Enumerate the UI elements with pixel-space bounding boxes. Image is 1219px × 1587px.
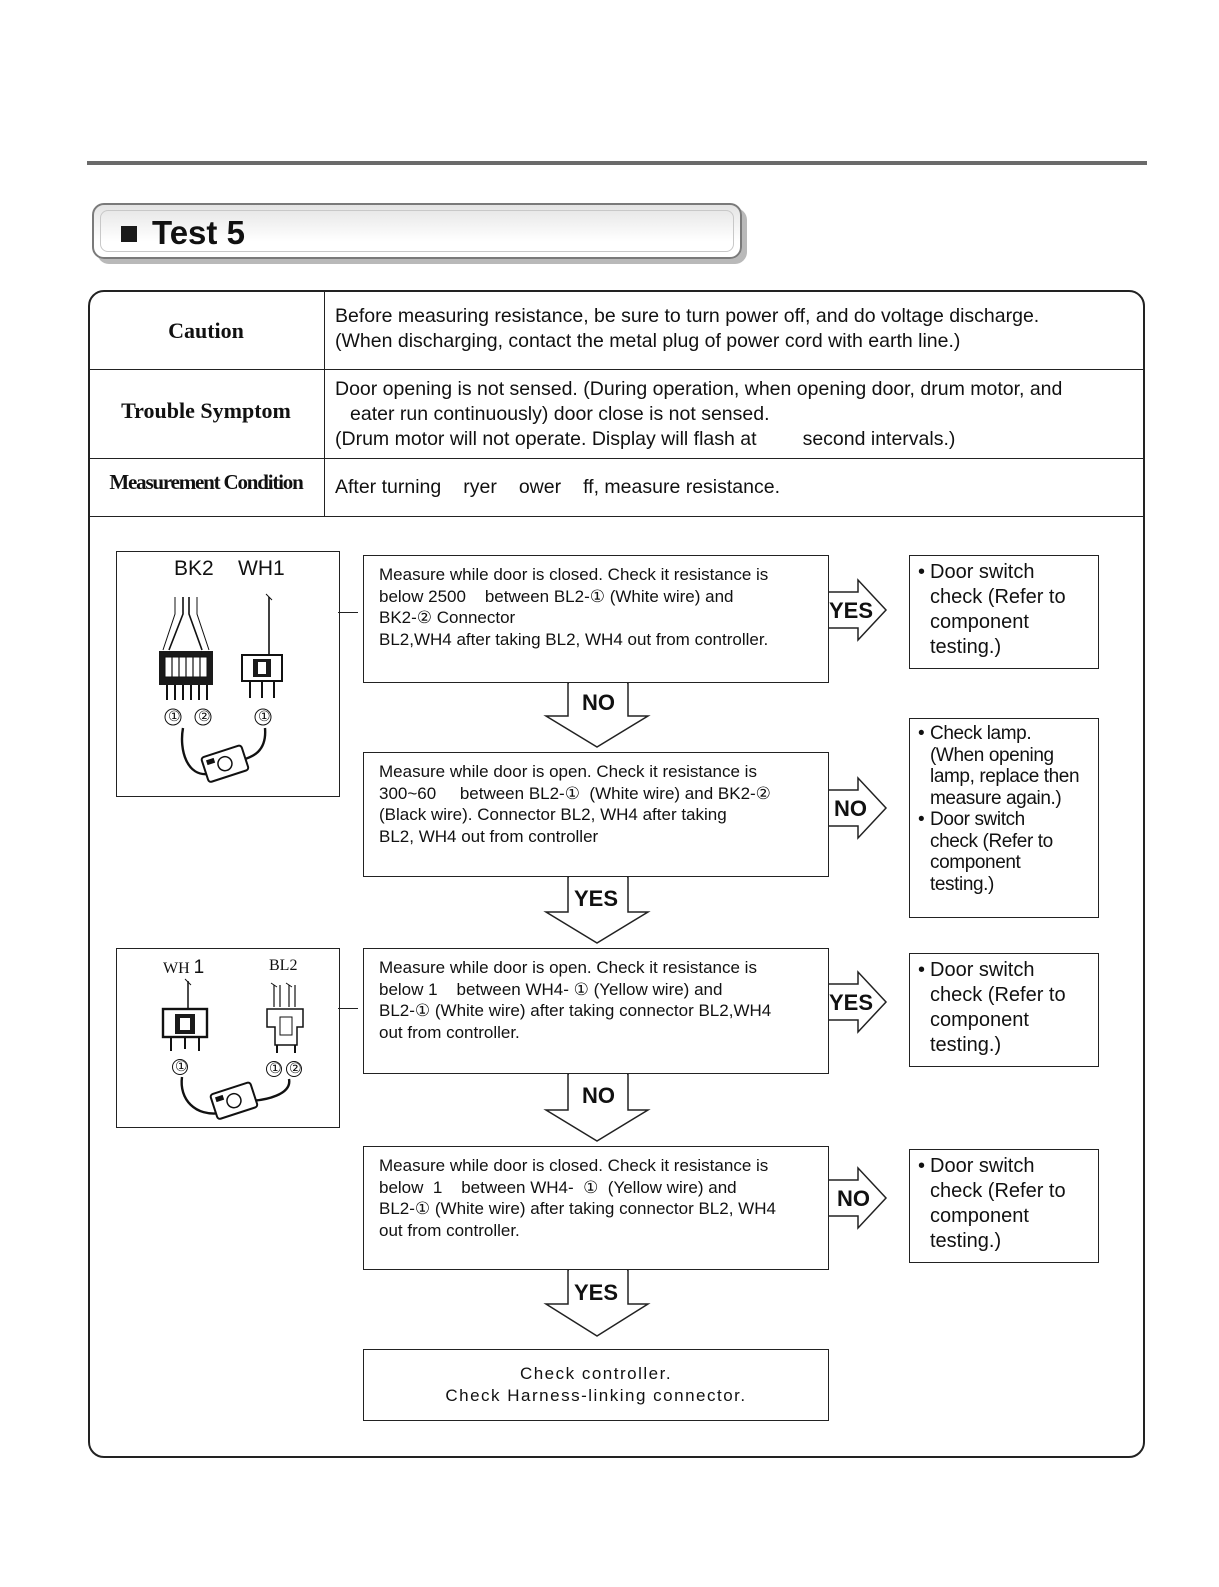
result-box-2 (909, 718, 1099, 918)
flow-step-4 (363, 1146, 829, 1270)
result-1-bullet: • Door switch check (Refer to component testing.) (918, 561, 1066, 658)
step-3-line: BL2-① (White wire) after taking connector BL2,WH4 (379, 1001, 772, 1020)
diagram-2-label-bl2: BL2 (269, 957, 298, 974)
result-2-bullet-1: • Check lamp. (When opening lamp, replace then measure again.) (918, 723, 1080, 809)
trouble-symptom-label: Trouble Symptom (121, 398, 291, 423)
trouble-line-3b: second intervals.) (802, 428, 956, 450)
diagram-2-label-wh: WH 1 (163, 957, 205, 978)
step-2-line: 300~60 between BL2-① (White wire) and BK2-② (379, 783, 771, 803)
bullet-icon: • (918, 959, 926, 981)
diagram-2-pin-2: ① (269, 1060, 282, 1076)
diagram-1-pin-3: ① (258, 708, 271, 724)
flow-step-1 (363, 555, 829, 683)
result-3-bullet: • Door switch check (Refer to component testing.) (918, 959, 1066, 1056)
step-3-line: Measure while door is open. Check it resistance is (379, 958, 757, 977)
step-1-line: below 2500 between BL2-① (White wire) and (379, 586, 734, 606)
diagram-1-pin-1: ① (168, 708, 181, 724)
result-box-1 (909, 555, 1099, 669)
measurement-part-4: ff, measure resistance. (583, 476, 781, 498)
step-3-yes-label: YES (829, 990, 874, 1015)
step-1-line: Measure while door is closed. Check it resistance is (379, 565, 769, 584)
measurement-part-3: ower (518, 476, 562, 498)
diagram-1-pin-2: ② (198, 708, 211, 724)
measurement-part-1: After turning (335, 476, 442, 498)
step-2-line: BL2, WH4 out from controller (379, 826, 599, 846)
step-4-yes-label: YES (574, 1280, 619, 1305)
trouble-line-3a: (Drum motor will not operate. Display will flash at (335, 428, 757, 450)
step-2-line: (Black wire). Connector BL2, WH4 after taking (379, 805, 727, 824)
caution-line-1: Before measuring resistance, be sure to turn power off, and do voltage discharge. (335, 305, 1040, 327)
caution-label: Caution (168, 318, 244, 343)
diagram-2-pin-1: ① (175, 1058, 188, 1074)
trouble-line-1: Door opening is not sensed. (During operation, when opening door, drum motor, and (335, 378, 1063, 400)
step-4-line: below 1 between WH4- ① (Yellow wire) and (379, 1177, 737, 1197)
bullet-icon: • (918, 1155, 926, 1177)
step-3-line: out from controller. (379, 1022, 520, 1042)
trouble-line-2: eater run continuously) door close is not sensed. (350, 403, 770, 425)
measurement-condition-label: Measurement Condition (109, 470, 303, 494)
step-2-line: Measure while door is open. Check it resistance is (379, 762, 757, 781)
step-2-yes-label: YES (574, 886, 619, 911)
result-box-4 (909, 1149, 1099, 1263)
step-1-line: BL2,WH4 after taking BL2, WH4 out from controller. (379, 629, 769, 649)
step-4-no-label: NO (837, 1186, 870, 1211)
final-step-box (363, 1349, 829, 1421)
result-box-3 (909, 953, 1099, 1067)
measurement-part-2: ryer (463, 476, 497, 498)
step-1-yes-label: YES (829, 598, 874, 623)
result-4-bullet: • Door switch check (Refer to component testing.) (918, 1155, 1066, 1252)
flow-step-2 (363, 752, 829, 877)
bullet-icon: • (918, 723, 925, 744)
step-1-no-label: NO (582, 690, 615, 715)
step-3-line: below 1 between WH4- ① (Yellow wire) and (379, 979, 723, 999)
page-title: Test 5 (152, 214, 245, 251)
diagram-1-label-bk2: BK2 (174, 557, 214, 580)
diagram-2-pin-3: ② (289, 1060, 302, 1076)
result-2-bullet-2: • Door switch check (Refer to component testing.) (918, 809, 1053, 895)
caution-line-2: (When discharging, contact the metal plug of power cord with earth line.) (335, 330, 961, 352)
step-1-line: BK2-② Connector (379, 608, 516, 627)
final-line-2: Check Harness-linking connector. (445, 1385, 747, 1405)
step-3-no-label: NO (582, 1083, 615, 1108)
step-4-line: Measure while door is closed. Check it resistance is (379, 1156, 769, 1175)
step-4-line: BL2-① (White wire) after taking connector BL2, WH4 (379, 1199, 776, 1218)
bullet-icon: • (918, 561, 926, 583)
step-2-no-label: NO (834, 796, 867, 821)
step-4-line: out from controller. (379, 1220, 520, 1240)
final-line-1: Check controller. (519, 1364, 673, 1383)
diagram-1-label-wh1: WH1 (238, 557, 285, 580)
bullet-icon: • (918, 809, 925, 830)
flow-step-3 (363, 948, 829, 1074)
